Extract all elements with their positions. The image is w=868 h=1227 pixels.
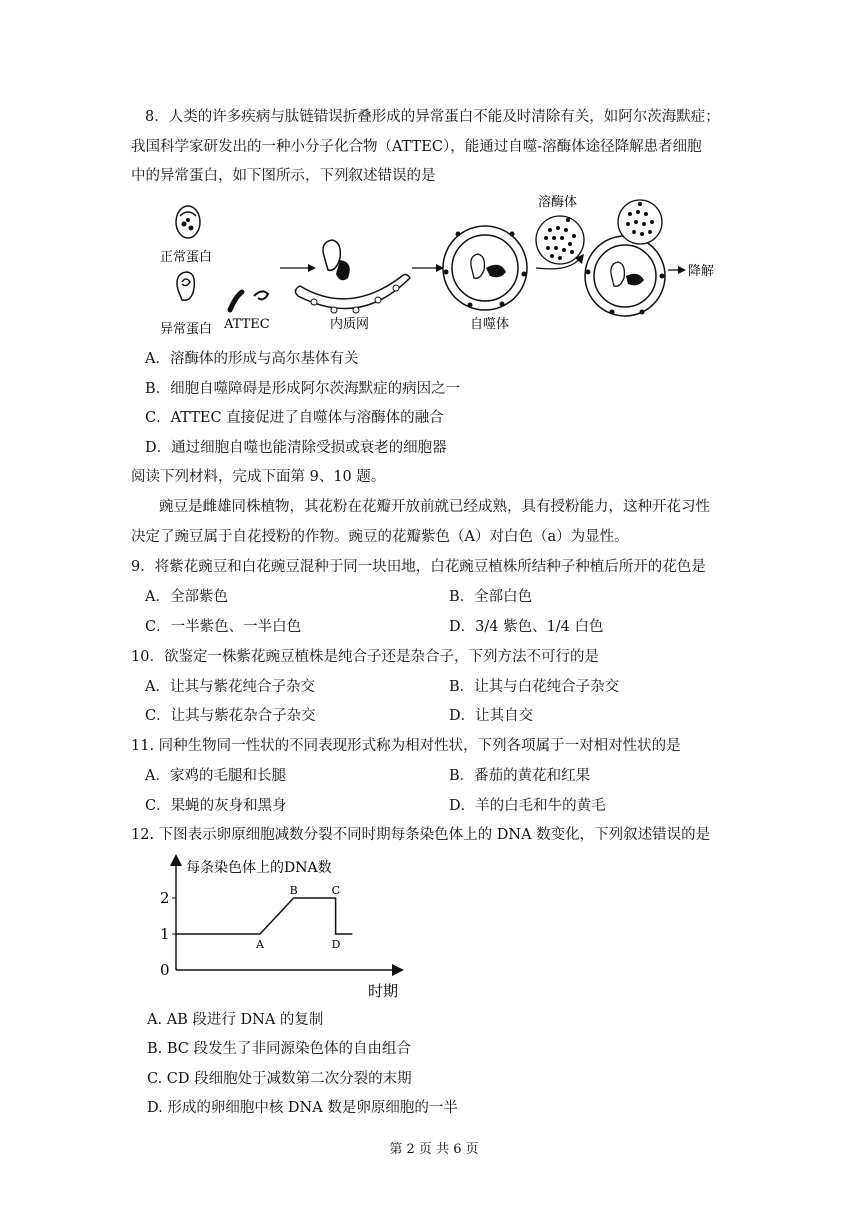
attec-molecule-icon bbox=[230, 291, 268, 310]
q10-option-b: B．让其与白花纯合子杂交 bbox=[449, 679, 620, 695]
q8-option-a: A．溶酶体的形成与高尔基体有关 bbox=[145, 351, 359, 367]
normal-protein-label: 正常蛋白 bbox=[160, 250, 213, 265]
autophagosome-icon bbox=[443, 226, 527, 310]
q10-option-a: A．让其与紫花纯合子杂交 bbox=[145, 679, 315, 695]
q10-stem: 10．欲鉴定一株紫花豌豆植株是纯合子还是杂合子，下列方法不可行的是 bbox=[131, 649, 599, 665]
normal-protein-icon bbox=[176, 206, 200, 238]
q8-stem-line-3: 中的异常蛋白，如下图所示，下列叙述错误的是 bbox=[131, 168, 436, 184]
abnormal-protein-label: 异常蛋白 bbox=[160, 322, 213, 337]
y-tick-label: 0 bbox=[160, 961, 170, 979]
point-label-d: D bbox=[331, 938, 341, 951]
q12-option-c: C. CD 段细胞处于减数第二次分裂的末期 bbox=[147, 1071, 412, 1087]
point-label-a: A bbox=[256, 938, 264, 951]
abnormal-protein-icon bbox=[177, 272, 194, 300]
y-tick-label: 2 bbox=[160, 889, 170, 907]
dna-per-chromosome-chart bbox=[150, 850, 420, 1000]
q9-option-d: D．3/4 紫色、1/4 白色 bbox=[449, 619, 604, 635]
arrow-icon bbox=[280, 264, 316, 272]
q11-option-a: A．家鸡的毛腿和长腿 bbox=[145, 768, 286, 784]
q12-option-d: D. 形成的卵细胞中核 DNA 数是卵原细胞的一半 bbox=[147, 1100, 458, 1116]
q10-option-d: D．让其自交 bbox=[449, 708, 534, 724]
x-axis-arrow bbox=[392, 964, 404, 976]
q8-option-b: B．细胞自噬障碍是形成阿尔茨海默症的病因之一 bbox=[145, 381, 461, 397]
er-label: 内质网 bbox=[330, 317, 370, 332]
autophagosome-label: 自噬体 bbox=[470, 317, 510, 332]
arrow-icon bbox=[412, 264, 444, 272]
chart-ylabel: 每条染色体上的DNA数 bbox=[186, 860, 332, 876]
arrow-icon bbox=[668, 266, 686, 274]
degrade-label: 降解 bbox=[688, 264, 715, 279]
q9-option-c: C．一半紫色、一半白色 bbox=[145, 619, 302, 635]
q10-option-c: C．让其与紫花杂合子杂交 bbox=[145, 708, 316, 724]
q11-option-b: B．番茄的黄花和红果 bbox=[449, 768, 591, 784]
q8-stem-line-2: 我国科学家研发出的一种小分子化合物（ATTEC），能通过自噬-溶酶体途径降解患者细胞 bbox=[131, 139, 702, 155]
y-tick-label: 1 bbox=[160, 925, 170, 943]
autolysosome-icon bbox=[585, 200, 665, 316]
q11-option-c: C．果蝇的灰身和黑身 bbox=[145, 798, 287, 814]
q8-option-c: C．ATTEC 直接促进了自噬体与溶酶体的融合 bbox=[145, 410, 444, 426]
page-footer: 第 2 页 共 6 页 bbox=[389, 1142, 479, 1157]
q11-stem: 11. 同种生物同一性状的不同表现形式称为相对性状，下列各项属于一对相对性状的是 bbox=[131, 738, 681, 754]
q12-stem: 12. 下图表示卵原细胞减数分裂不同时期每条染色体上的 DNA 数变化，下列叙述错误的是 bbox=[131, 827, 711, 843]
autophagy-figure bbox=[150, 192, 715, 340]
reading-intro: 阅读下列材料，完成下面第 9、10 题。 bbox=[131, 469, 386, 485]
q8-option-d: D．通过细胞自噬也能清除受损或衰老的细胞器 bbox=[145, 440, 447, 456]
point-label-c: C bbox=[331, 884, 341, 897]
attec-label: ATTEC bbox=[224, 317, 270, 332]
lysosome-label: 溶酶体 bbox=[538, 195, 578, 210]
endoplasmic-reticulum-icon bbox=[295, 240, 410, 313]
q11-option-d: D．羊的白毛和牛的黄毛 bbox=[449, 798, 606, 814]
reading-paragraph-line-1: 豌豆是雌雄同株植物，其花粉在花瓣开放前就已经成熟，具有授粉能力，这种开花习性 bbox=[159, 499, 710, 515]
q8-stem-line-1: 8．人类的许多疾病与肽链错误折叠形成的异常蛋白不能及时清除有关，如阿尔茨海默症； bbox=[145, 109, 720, 125]
series-line bbox=[176, 898, 352, 934]
q9-option-b: B．全部白色 bbox=[449, 589, 533, 605]
lysosome-icon bbox=[536, 216, 584, 264]
point-label-b: B bbox=[289, 884, 298, 897]
q9-option-a: A．全部紫色 bbox=[145, 589, 228, 605]
y-axis-arrow bbox=[170, 854, 182, 866]
chart-xlabel: 时期 bbox=[368, 982, 399, 1000]
reading-paragraph-line-2: 决定了豌豆属于自花授粉的作物。豌豆的花瓣紫色（A）对白色（a）为显性。 bbox=[131, 529, 629, 545]
q12-option-a: A. AB 段进行 DNA 的复制 bbox=[147, 1012, 324, 1028]
q9-stem: 9．将紫花豌豆和白花豌豆混种于同一块田地，白花豌豆植株所结种子种植后所开的花色是 bbox=[131, 559, 706, 575]
q12-option-b: B. BC 段发生了非同源染色体的自由组合 bbox=[147, 1041, 412, 1057]
